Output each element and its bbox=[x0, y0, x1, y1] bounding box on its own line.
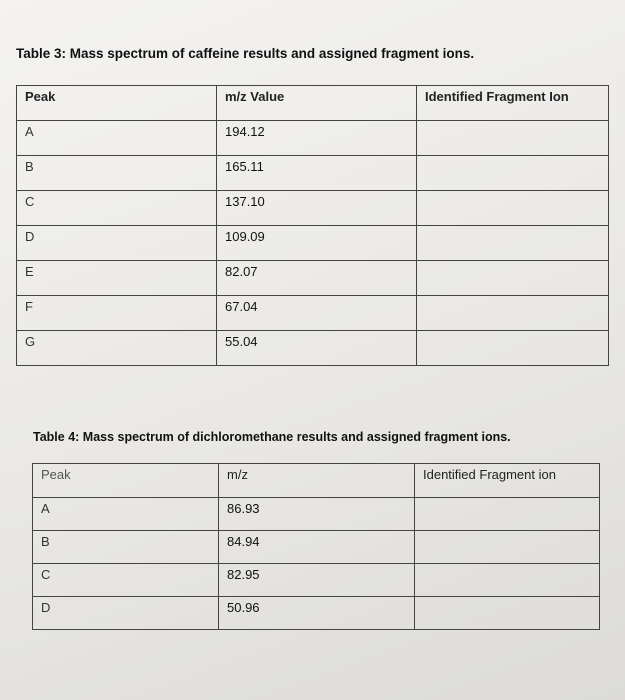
fragment-ion-cell[interactable] bbox=[415, 597, 600, 630]
mz-cell: 109.09 bbox=[217, 226, 417, 261]
peak-cell: B bbox=[17, 156, 217, 191]
table3-caption: Table 3: Mass spectrum of caffeine results and assigned fragment ions. bbox=[16, 46, 475, 61]
mz-cell: 194.12 bbox=[217, 121, 417, 156]
mz-cell: 67.04 bbox=[217, 296, 417, 331]
table-row bbox=[33, 531, 600, 564]
fragment-ion-cell[interactable] bbox=[417, 296, 609, 331]
header-mz: m/z bbox=[219, 464, 415, 498]
peak-cell: F bbox=[17, 296, 217, 331]
fragment-ion-cell[interactable] bbox=[417, 261, 609, 296]
table-row bbox=[17, 226, 609, 261]
header-fragment-ion: Identified Fragment Ion bbox=[417, 86, 609, 121]
table-row bbox=[33, 597, 600, 630]
peak-cell: D bbox=[33, 597, 219, 630]
peak-cell: G bbox=[17, 331, 217, 366]
mz-cell: 82.07 bbox=[217, 261, 417, 296]
peak-cell: D bbox=[17, 226, 217, 261]
fragment-ion-cell[interactable] bbox=[415, 498, 600, 531]
caffeine-table bbox=[16, 85, 609, 366]
mz-cell: 137.10 bbox=[217, 191, 417, 226]
fragment-ion-cell[interactable] bbox=[417, 226, 609, 261]
fragment-ion-cell[interactable] bbox=[415, 531, 600, 564]
header-peak: Peak bbox=[17, 86, 217, 121]
table-row bbox=[17, 191, 609, 226]
table-row bbox=[33, 498, 600, 531]
peak-cell: E bbox=[17, 261, 217, 296]
peak-cell: C bbox=[17, 191, 217, 226]
table-row bbox=[33, 564, 600, 597]
fragment-ion-cell[interactable] bbox=[417, 156, 609, 191]
fragment-ion-cell[interactable] bbox=[417, 331, 609, 366]
table-row bbox=[17, 121, 609, 156]
table-row bbox=[17, 331, 609, 366]
fragment-ion-cell[interactable] bbox=[417, 121, 609, 156]
fragment-ion-cell[interactable] bbox=[415, 564, 600, 597]
table-header-row bbox=[17, 86, 609, 121]
mz-cell: 86.93 bbox=[219, 498, 415, 531]
header-fragment-ion: Identified Fragment ion bbox=[415, 464, 600, 498]
table-row bbox=[17, 156, 609, 191]
dichloromethane-table bbox=[32, 463, 600, 630]
fragment-ion-cell[interactable] bbox=[417, 191, 609, 226]
mz-cell: 50.96 bbox=[219, 597, 415, 630]
table-header-row bbox=[33, 464, 600, 498]
table-row bbox=[17, 296, 609, 331]
mz-cell: 82.95 bbox=[219, 564, 415, 597]
peak-cell: A bbox=[17, 121, 217, 156]
table4-caption: Table 4: Mass spectrum of dichloromethane results and assigned fragment ions. bbox=[33, 430, 511, 444]
mz-cell: 165.11 bbox=[217, 156, 417, 191]
header-mz-value: m/z Value bbox=[217, 86, 417, 121]
mz-cell: 84.94 bbox=[219, 531, 415, 564]
peak-cell: B bbox=[33, 531, 219, 564]
peak-cell: C bbox=[33, 564, 219, 597]
mz-cell: 55.04 bbox=[217, 331, 417, 366]
header-peak: Peak bbox=[33, 464, 219, 498]
table-row bbox=[17, 261, 609, 296]
peak-cell: A bbox=[33, 498, 219, 531]
